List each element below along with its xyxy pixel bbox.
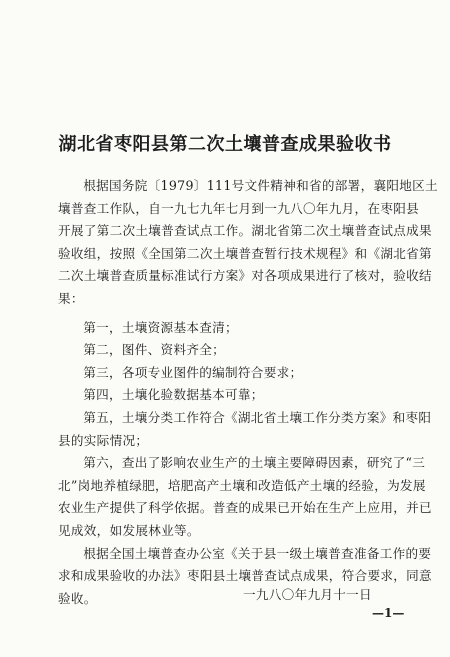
intro-line: 开展了第二次土壤普查试点工作。湖北省第二次土壤普查试点成果 — [58, 223, 432, 239]
closing-line: 求和成果验收的办法》枣阳县土壤普查试点成果，符合要求，同意 — [58, 568, 432, 584]
finding-item-1: 第一，土壤资源基本查清； — [83, 319, 238, 335]
finding-item-3: 第三，各项专业图件的编制符合要求； — [83, 364, 303, 380]
finding-item-6-cont: 见成效，如发展林业等。 — [58, 522, 200, 538]
finding-item-6-cont: 北”岗地养植绿肥，培肥高产土壤和改造低产土壤的经验，为发展 — [58, 477, 426, 493]
intro-line: 壤普查工作队，自一九七九年七月到一九八〇年九月，在枣阳县 — [58, 200, 420, 216]
finding-item-6: 第六，查出了影响农业生产的土壤主要障碍因素，研究了“三 — [83, 455, 426, 471]
finding-item-5-cont: 县的实际情况； — [58, 432, 149, 448]
intro-line: 根据国务院〔1979〕111号文件精神和省的部署，襄阳地区土 — [83, 178, 438, 193]
signature-date: 一九八〇年九月十一日 — [243, 587, 372, 602]
finding-item-4: 第四，土壤化验数据基本可靠； — [83, 387, 264, 403]
findings-list — [58, 317, 432, 543]
finding-item-6-cont: 农业生产提供了科学依据。普查的成果已开始在生产上应用，并已 — [58, 500, 432, 516]
finding-item-2: 第二，图件、资料齐全； — [83, 342, 226, 358]
closing-line: 根据全国土壤普查办公室《关于县一级土壤普查准备工作的要 — [83, 545, 432, 561]
document-title: 湖北省枣阳县第二次土壤普查成果验收书 — [58, 134, 392, 155]
intro-line: 果： — [58, 290, 84, 306]
finding-item-5: 第五，土壤分类工作符合《湖北省土壤工作分类方案》和枣阳 — [83, 409, 432, 425]
intro-paragraph — [58, 175, 438, 311]
page-number: —1— — [372, 606, 405, 620]
document-body — [58, 175, 438, 610]
intro-line: 验收组，按照《全国第二次土壤普查暂行技术规程》和《湖北省第 — [58, 245, 432, 261]
closing-line: 验收。 — [58, 590, 97, 606]
intro-line: 二次土壤普查质量标准试行方案》对各项成果进行了核对，验收结 — [58, 268, 432, 284]
